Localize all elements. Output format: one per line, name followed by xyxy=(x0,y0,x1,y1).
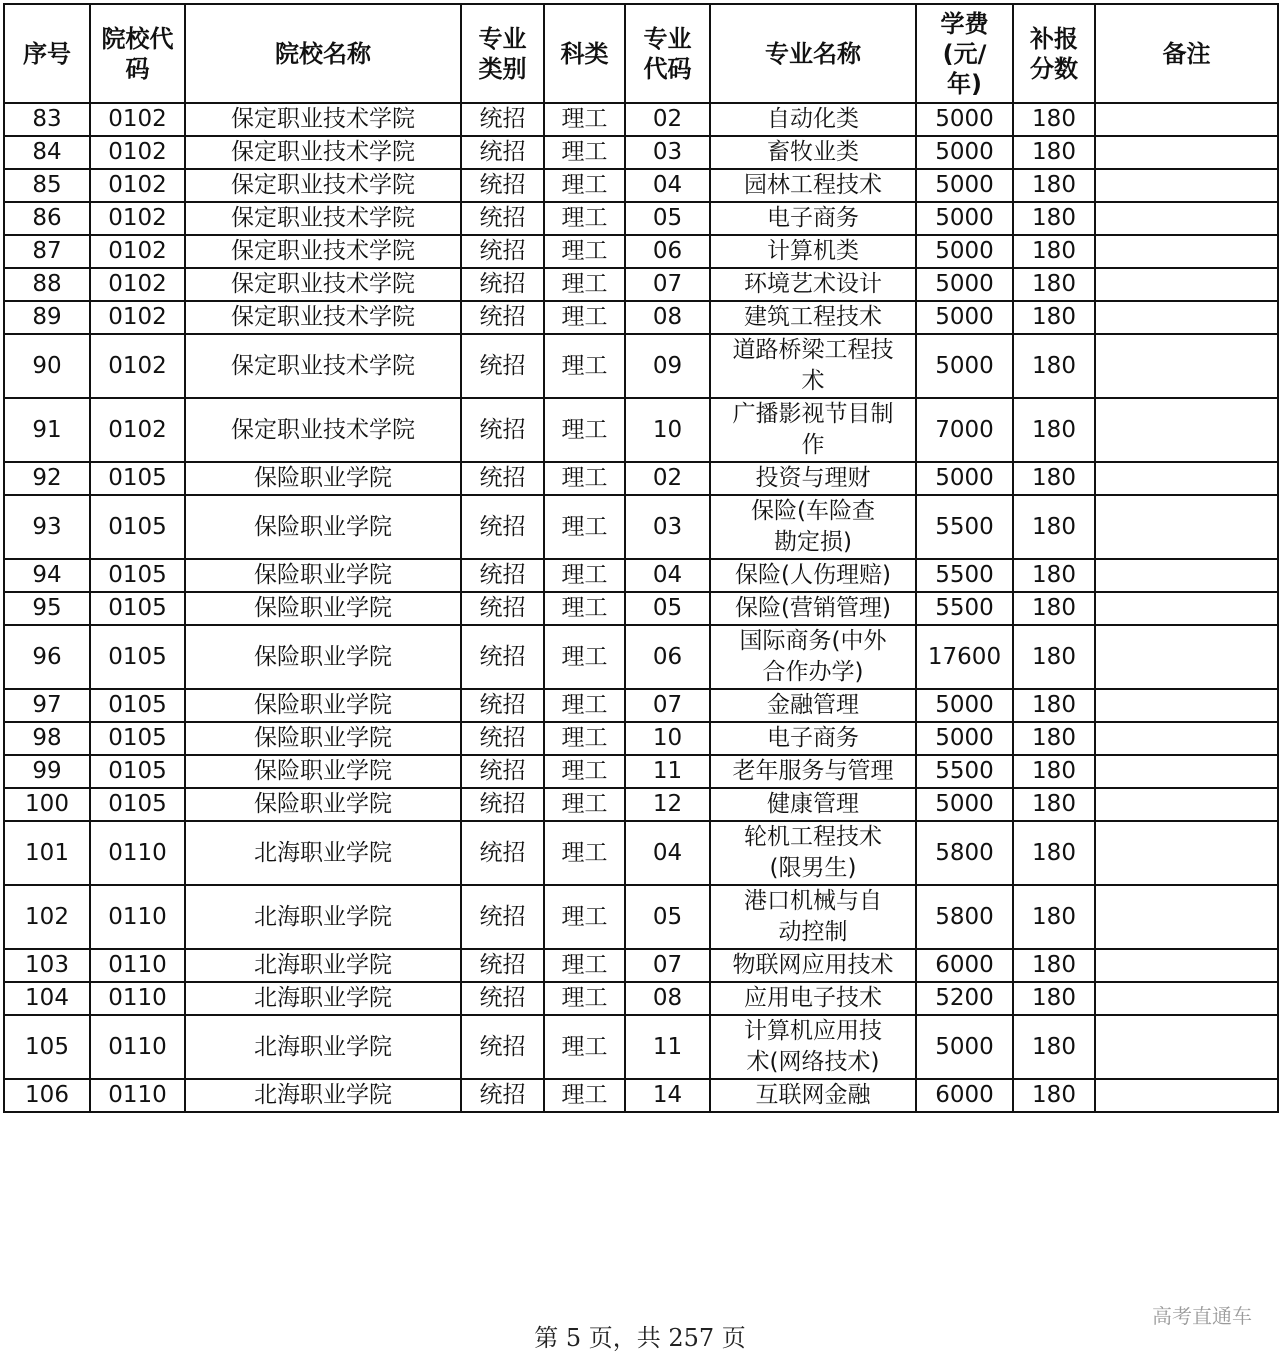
cell-major-type: 统招 xyxy=(461,1015,544,1079)
table-row xyxy=(4,103,1278,136)
cell-seq: 93 xyxy=(4,495,90,559)
cell-tuition: 6000 xyxy=(916,949,1013,982)
table-row xyxy=(4,722,1278,755)
table-row xyxy=(4,462,1278,495)
cell-school-code: 0102 xyxy=(90,235,185,268)
cell-major-code: 11 xyxy=(625,755,710,788)
cell-major-type: 统招 xyxy=(461,462,544,495)
cell-school-name: 保险职业学院 xyxy=(185,689,461,722)
cell-subject: 理工 xyxy=(544,689,625,722)
cell-school-name: 保险职业学院 xyxy=(185,462,461,495)
cell-remark xyxy=(1095,885,1278,949)
cell-seq: 84 xyxy=(4,136,90,169)
cell-seq: 94 xyxy=(4,559,90,592)
cell-school-name: 保险职业学院 xyxy=(185,755,461,788)
cell-school-name: 保险职业学院 xyxy=(185,788,461,821)
cell-major-type: 统招 xyxy=(461,301,544,334)
cell-score: 180 xyxy=(1013,689,1095,722)
cell-score: 180 xyxy=(1013,592,1095,625)
cell-tuition: 17600 xyxy=(916,625,1013,689)
cell-school-code: 0110 xyxy=(90,1079,185,1112)
cell-major-name: 建筑工程技术 xyxy=(710,301,916,334)
cell-tuition: 5000 xyxy=(916,689,1013,722)
cell-school-name: 保定职业技术学院 xyxy=(185,268,461,301)
cell-school-code: 0105 xyxy=(90,462,185,495)
cell-major-name: 自动化类 xyxy=(710,103,916,136)
header-major-name: 专业名称 xyxy=(710,4,916,103)
cell-score: 180 xyxy=(1013,949,1095,982)
cell-subject: 理工 xyxy=(544,301,625,334)
cell-major-code: 02 xyxy=(625,103,710,136)
cell-school-name: 北海职业学院 xyxy=(185,1079,461,1112)
table-row xyxy=(4,1015,1278,1079)
cell-major-code: 03 xyxy=(625,136,710,169)
watermark: 高考直通车 xyxy=(1152,1304,1252,1328)
cell-seq: 96 xyxy=(4,625,90,689)
cell-seq: 106 xyxy=(4,1079,90,1112)
cell-major-type: 统招 xyxy=(461,949,544,982)
cell-remark xyxy=(1095,592,1278,625)
cell-seq: 102 xyxy=(4,885,90,949)
cell-score: 180 xyxy=(1013,625,1095,689)
cell-seq: 91 xyxy=(4,398,90,462)
cell-major-type: 统招 xyxy=(461,268,544,301)
cell-remark xyxy=(1095,202,1278,235)
cell-major-code: 05 xyxy=(625,592,710,625)
cell-score: 180 xyxy=(1013,559,1095,592)
cell-tuition: 5000 xyxy=(916,301,1013,334)
cell-school-code: 0102 xyxy=(90,301,185,334)
cell-school-name: 保定职业技术学院 xyxy=(185,398,461,462)
cell-score: 180 xyxy=(1013,103,1095,136)
table-row xyxy=(4,885,1278,949)
cell-score: 180 xyxy=(1013,334,1095,398)
cell-score: 180 xyxy=(1013,235,1095,268)
cell-remark xyxy=(1095,268,1278,301)
table-row xyxy=(4,821,1278,885)
cell-school-name: 保险职业学院 xyxy=(185,722,461,755)
cell-seq: 104 xyxy=(4,982,90,1015)
cell-major-name: 金融管理 xyxy=(710,689,916,722)
table-row xyxy=(4,202,1278,235)
cell-subject: 理工 xyxy=(544,103,625,136)
cell-major-code: 05 xyxy=(625,885,710,949)
cell-school-name: 保定职业技术学院 xyxy=(185,103,461,136)
cell-major-code: 07 xyxy=(625,689,710,722)
cell-school-code: 0102 xyxy=(90,334,185,398)
cell-major-code: 14 xyxy=(625,1079,710,1112)
cell-major-type: 统招 xyxy=(461,592,544,625)
cell-tuition: 5800 xyxy=(916,821,1013,885)
cell-school-code: 0102 xyxy=(90,169,185,202)
cell-major-name: 电子商务 xyxy=(710,202,916,235)
cell-school-code: 0105 xyxy=(90,755,185,788)
cell-subject: 理工 xyxy=(544,398,625,462)
cell-school-name: 保险职业学院 xyxy=(185,495,461,559)
table-row xyxy=(4,268,1278,301)
header-major-code: 专业 代码 xyxy=(625,4,710,103)
table-row xyxy=(4,949,1278,982)
cell-subject: 理工 xyxy=(544,949,625,982)
cell-school-code: 0102 xyxy=(90,202,185,235)
cell-tuition: 5800 xyxy=(916,885,1013,949)
cell-score: 180 xyxy=(1013,788,1095,821)
cell-school-code: 0105 xyxy=(90,722,185,755)
cell-subject: 理工 xyxy=(544,169,625,202)
table-row xyxy=(4,788,1278,821)
cell-tuition: 6000 xyxy=(916,1079,1013,1112)
cell-major-code: 12 xyxy=(625,788,710,821)
cell-major-type: 统招 xyxy=(461,982,544,1015)
cell-remark xyxy=(1095,301,1278,334)
cell-score: 180 xyxy=(1013,268,1095,301)
cell-major-code: 04 xyxy=(625,169,710,202)
cell-score: 180 xyxy=(1013,982,1095,1015)
table-row xyxy=(4,136,1278,169)
cell-school-code: 0102 xyxy=(90,103,185,136)
cell-school-code: 0110 xyxy=(90,1015,185,1079)
cell-subject: 理工 xyxy=(544,495,625,559)
cell-tuition: 5000 xyxy=(916,462,1013,495)
cell-major-name: 电子商务 xyxy=(710,722,916,755)
table-row xyxy=(4,592,1278,625)
table-row xyxy=(4,301,1278,334)
cell-tuition: 5500 xyxy=(916,755,1013,788)
cell-tuition: 5000 xyxy=(916,268,1013,301)
cell-remark xyxy=(1095,235,1278,268)
cell-school-name: 北海职业学院 xyxy=(185,982,461,1015)
cell-score: 180 xyxy=(1013,722,1095,755)
cell-major-code: 07 xyxy=(625,268,710,301)
cell-remark xyxy=(1095,982,1278,1015)
cell-major-type: 统招 xyxy=(461,821,544,885)
cell-major-type: 统招 xyxy=(461,202,544,235)
header-subject: 科类 xyxy=(544,4,625,103)
cell-major-type: 统招 xyxy=(461,689,544,722)
cell-major-name: 园林工程技术 xyxy=(710,169,916,202)
cell-score: 180 xyxy=(1013,1015,1095,1079)
cell-school-code: 0110 xyxy=(90,821,185,885)
cell-subject: 理工 xyxy=(544,885,625,949)
cell-remark xyxy=(1095,821,1278,885)
cell-major-type: 统招 xyxy=(461,788,544,821)
cell-major-code: 06 xyxy=(625,235,710,268)
table-header-row xyxy=(4,4,1278,103)
cell-remark xyxy=(1095,722,1278,755)
cell-major-type: 统招 xyxy=(461,1079,544,1112)
cell-subject: 理工 xyxy=(544,625,625,689)
cell-school-name: 保定职业技术学院 xyxy=(185,235,461,268)
cell-major-name: 环境艺术设计 xyxy=(710,268,916,301)
cell-tuition: 5000 xyxy=(916,202,1013,235)
cell-major-code: 04 xyxy=(625,821,710,885)
cell-remark xyxy=(1095,334,1278,398)
cell-subject: 理工 xyxy=(544,235,625,268)
cell-seq: 101 xyxy=(4,821,90,885)
cell-subject: 理工 xyxy=(544,755,625,788)
cell-score: 180 xyxy=(1013,821,1095,885)
cell-score: 180 xyxy=(1013,136,1095,169)
cell-school-code: 0105 xyxy=(90,689,185,722)
header-school-code: 院校代 码 xyxy=(90,4,185,103)
cell-major-name: 互联网金融 xyxy=(710,1079,916,1112)
cell-major-name: 轮机工程技术 (限男生) xyxy=(710,821,916,885)
cell-subject: 理工 xyxy=(544,202,625,235)
cell-remark xyxy=(1095,1079,1278,1112)
cell-major-code: 07 xyxy=(625,949,710,982)
cell-school-code: 0105 xyxy=(90,788,185,821)
cell-remark xyxy=(1095,625,1278,689)
cell-score: 180 xyxy=(1013,462,1095,495)
cell-seq: 88 xyxy=(4,268,90,301)
cell-major-type: 统招 xyxy=(461,169,544,202)
cell-major-name: 畜牧业类 xyxy=(710,136,916,169)
cell-seq: 100 xyxy=(4,788,90,821)
cell-subject: 理工 xyxy=(544,1079,625,1112)
cell-seq: 92 xyxy=(4,462,90,495)
cell-remark xyxy=(1095,462,1278,495)
cell-major-type: 统招 xyxy=(461,885,544,949)
cell-remark xyxy=(1095,169,1278,202)
header-seq: 序号 xyxy=(4,4,90,103)
cell-tuition: 5000 xyxy=(916,788,1013,821)
table-row xyxy=(4,235,1278,268)
cell-subject: 理工 xyxy=(544,559,625,592)
cell-major-name: 广播影视节目制 作 xyxy=(710,398,916,462)
cell-remark xyxy=(1095,398,1278,462)
cell-tuition: 5000 xyxy=(916,136,1013,169)
cell-seq: 83 xyxy=(4,103,90,136)
cell-school-name: 北海职业学院 xyxy=(185,949,461,982)
cell-major-name: 物联网应用技术 xyxy=(710,949,916,982)
cell-tuition: 5500 xyxy=(916,592,1013,625)
cell-tuition: 5200 xyxy=(916,982,1013,1015)
cell-remark xyxy=(1095,1015,1278,1079)
cell-subject: 理工 xyxy=(544,982,625,1015)
cell-major-code: 03 xyxy=(625,495,710,559)
cell-seq: 85 xyxy=(4,169,90,202)
page-footer: 第 5 页，共 257 页 xyxy=(534,1324,746,1352)
cell-school-name: 保险职业学院 xyxy=(185,592,461,625)
cell-remark xyxy=(1095,495,1278,559)
cell-major-name: 老年服务与管理 xyxy=(710,755,916,788)
cell-seq: 90 xyxy=(4,334,90,398)
cell-school-code: 0110 xyxy=(90,982,185,1015)
cell-major-name: 保险(营销管理) xyxy=(710,592,916,625)
cell-school-code: 0105 xyxy=(90,559,185,592)
header-school-name: 院校名称 xyxy=(185,4,461,103)
table-row xyxy=(4,334,1278,398)
cell-remark xyxy=(1095,103,1278,136)
cell-seq: 87 xyxy=(4,235,90,268)
header-score: 补报 分数 xyxy=(1013,4,1095,103)
cell-subject: 理工 xyxy=(544,268,625,301)
cell-major-name: 国际商务(中外 合作办学) xyxy=(710,625,916,689)
cell-remark xyxy=(1095,949,1278,982)
cell-major-name: 健康管理 xyxy=(710,788,916,821)
cell-seq: 97 xyxy=(4,689,90,722)
cell-major-code: 02 xyxy=(625,462,710,495)
cell-school-code: 0102 xyxy=(90,136,185,169)
table-row xyxy=(4,495,1278,559)
cell-subject: 理工 xyxy=(544,821,625,885)
cell-major-name: 投资与理财 xyxy=(710,462,916,495)
cell-major-name: 计算机应用技 术(网络技术) xyxy=(710,1015,916,1079)
cell-score: 180 xyxy=(1013,885,1095,949)
table-row xyxy=(4,689,1278,722)
cell-major-name: 计算机类 xyxy=(710,235,916,268)
cell-subject: 理工 xyxy=(544,1015,625,1079)
cell-school-name: 保险职业学院 xyxy=(185,559,461,592)
cell-major-code: 09 xyxy=(625,334,710,398)
cell-seq: 103 xyxy=(4,949,90,982)
cell-score: 180 xyxy=(1013,1079,1095,1112)
cell-major-code: 11 xyxy=(625,1015,710,1079)
table-body xyxy=(4,103,1278,1112)
cell-major-type: 统招 xyxy=(461,625,544,689)
cell-school-name: 北海职业学院 xyxy=(185,821,461,885)
cell-tuition: 5000 xyxy=(916,1015,1013,1079)
cell-school-code: 0105 xyxy=(90,625,185,689)
admission-table xyxy=(3,3,1279,1113)
cell-seq: 95 xyxy=(4,592,90,625)
cell-subject: 理工 xyxy=(544,592,625,625)
cell-tuition: 5000 xyxy=(916,334,1013,398)
cell-score: 180 xyxy=(1013,301,1095,334)
table-row xyxy=(4,169,1278,202)
cell-major-type: 统招 xyxy=(461,235,544,268)
cell-remark xyxy=(1095,755,1278,788)
cell-school-code: 0105 xyxy=(90,495,185,559)
cell-major-code: 05 xyxy=(625,202,710,235)
cell-major-code: 10 xyxy=(625,722,710,755)
table-row xyxy=(4,1079,1278,1112)
cell-school-name: 保定职业技术学院 xyxy=(185,169,461,202)
cell-school-name: 北海职业学院 xyxy=(185,885,461,949)
cell-score: 180 xyxy=(1013,495,1095,559)
cell-major-name: 港口机械与自 动控制 xyxy=(710,885,916,949)
cell-seq: 89 xyxy=(4,301,90,334)
table-row xyxy=(4,982,1278,1015)
cell-major-code: 08 xyxy=(625,982,710,1015)
cell-major-code: 08 xyxy=(625,301,710,334)
cell-score: 180 xyxy=(1013,755,1095,788)
cell-major-type: 统招 xyxy=(461,398,544,462)
cell-major-type: 统招 xyxy=(461,334,544,398)
cell-major-code: 04 xyxy=(625,559,710,592)
cell-subject: 理工 xyxy=(544,462,625,495)
table-row xyxy=(4,559,1278,592)
cell-school-code: 0110 xyxy=(90,949,185,982)
cell-subject: 理工 xyxy=(544,722,625,755)
cell-school-code: 0110 xyxy=(90,885,185,949)
cell-seq: 105 xyxy=(4,1015,90,1079)
cell-school-name: 北海职业学院 xyxy=(185,1015,461,1079)
cell-score: 180 xyxy=(1013,202,1095,235)
cell-tuition: 5000 xyxy=(916,103,1013,136)
header-remark: 备注 xyxy=(1095,4,1278,103)
cell-major-name: 道路桥梁工程技 术 xyxy=(710,334,916,398)
cell-seq: 86 xyxy=(4,202,90,235)
cell-major-type: 统招 xyxy=(461,103,544,136)
cell-score: 180 xyxy=(1013,169,1095,202)
cell-major-type: 统招 xyxy=(461,495,544,559)
cell-school-code: 0102 xyxy=(90,268,185,301)
cell-tuition: 5500 xyxy=(916,495,1013,559)
cell-school-code: 0105 xyxy=(90,592,185,625)
table-row xyxy=(4,755,1278,788)
cell-major-code: 10 xyxy=(625,398,710,462)
cell-remark xyxy=(1095,136,1278,169)
cell-major-type: 统招 xyxy=(461,755,544,788)
cell-tuition: 5000 xyxy=(916,722,1013,755)
cell-school-name: 保定职业技术学院 xyxy=(185,202,461,235)
cell-remark xyxy=(1095,788,1278,821)
table-row xyxy=(4,625,1278,689)
cell-tuition: 5000 xyxy=(916,169,1013,202)
cell-tuition: 5500 xyxy=(916,559,1013,592)
cell-major-type: 统招 xyxy=(461,136,544,169)
header-tuition: 学费 (元/ 年) xyxy=(916,4,1013,103)
table-row xyxy=(4,398,1278,462)
cell-school-name: 保定职业技术学院 xyxy=(185,334,461,398)
cell-major-name: 应用电子技术 xyxy=(710,982,916,1015)
cell-school-code: 0102 xyxy=(90,398,185,462)
cell-school-name: 保定职业技术学院 xyxy=(185,301,461,334)
cell-tuition: 5000 xyxy=(916,235,1013,268)
cell-seq: 98 xyxy=(4,722,90,755)
cell-subject: 理工 xyxy=(544,334,625,398)
cell-tuition: 7000 xyxy=(916,398,1013,462)
cell-major-name: 保险(人伤理赔) xyxy=(710,559,916,592)
cell-subject: 理工 xyxy=(544,788,625,821)
cell-remark xyxy=(1095,689,1278,722)
cell-seq: 99 xyxy=(4,755,90,788)
cell-major-type: 统招 xyxy=(461,722,544,755)
cell-major-type: 统招 xyxy=(461,559,544,592)
cell-remark xyxy=(1095,559,1278,592)
cell-school-name: 保险职业学院 xyxy=(185,625,461,689)
cell-major-code: 06 xyxy=(625,625,710,689)
cell-subject: 理工 xyxy=(544,136,625,169)
header-major-type: 专业 类别 xyxy=(461,4,544,103)
cell-score: 180 xyxy=(1013,398,1095,462)
cell-major-name: 保险(车险查 勘定损) xyxy=(710,495,916,559)
cell-school-name: 保定职业技术学院 xyxy=(185,136,461,169)
